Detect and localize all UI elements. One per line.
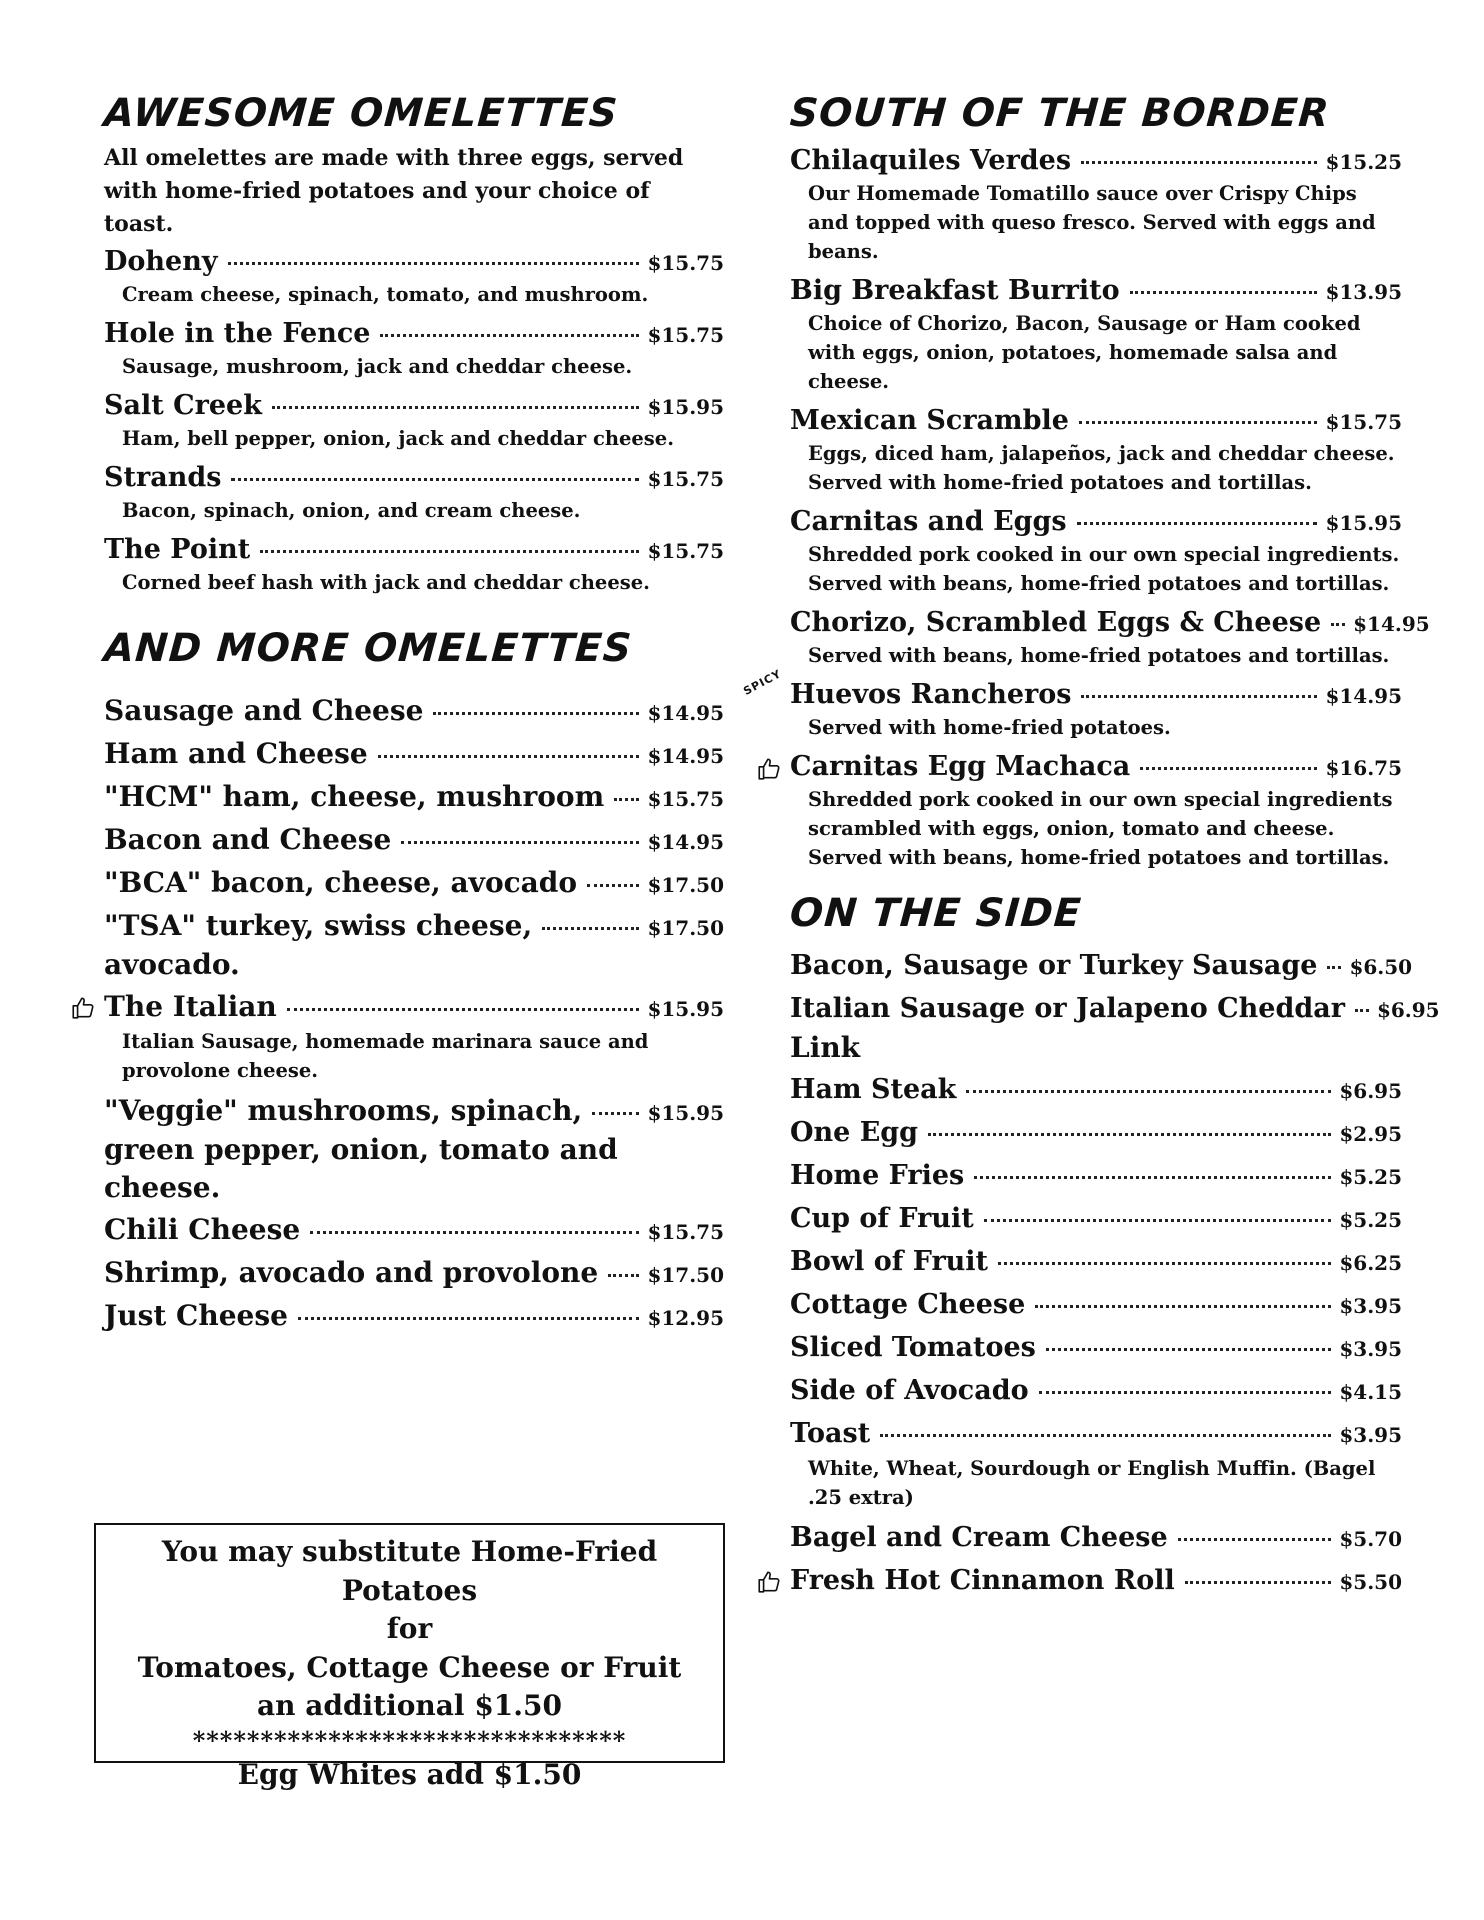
menu-item-price: $15.75 [647, 539, 724, 563]
menu-item-row [790, 676, 1402, 713]
dot-leader [1035, 1305, 1331, 1308]
notice-line-5: Egg Whites add $1.50 [237, 1757, 582, 1791]
menu-item-name: "TSA" turkey, swiss cheese, [104, 909, 533, 942]
menu-item-description: Our Homemade Tomatillo sauce over Crispy Chips and topped with queso fresco. Served with eggs and beans. [808, 182, 1376, 263]
menu-item [104, 1091, 724, 1207]
menu-item-name: Ham and Cheese [104, 737, 368, 770]
menu-item-row [790, 272, 1402, 309]
menu-item-name: Big Breakfast Burrito [790, 275, 1120, 306]
menu-item-name: Chili Cheese [104, 1213, 301, 1246]
right-column [741, 86, 1440, 1604]
menu-item-description: Corned beef hash with jack and cheddar cheese. [122, 571, 650, 594]
menu-item-price: $15.75 [647, 323, 724, 347]
menu-item-name: Bowl of Fruit [790, 1246, 989, 1277]
menu-item-description: Shredded pork cooked in our own special ingredients scrambled with eggs, onion, tomato and cheese. Served with beans, home-fried potatoes and tortillas. [808, 788, 1393, 869]
menu-item-name: Chorizo, Scrambled Eggs & Cheese [790, 607, 1322, 638]
menu-item-price: $12.95 [647, 1306, 724, 1330]
menu-item [104, 1296, 724, 1336]
notice-line-1: You may substitute Home-Fried Potatoes [161, 1535, 658, 1607]
menu-item-row [790, 503, 1402, 540]
dot-leader [974, 1176, 1331, 1179]
menu-item-row [104, 906, 724, 946]
menu-item-price: $15.75 [647, 467, 724, 491]
menu-item [790, 748, 1402, 872]
menu-item [104, 1253, 724, 1293]
omelette-list [104, 243, 724, 597]
menu-item-row [790, 1561, 1402, 1601]
menu-item-price: $2.95 [1339, 1122, 1402, 1146]
awesome-omelettes-heading: AWESOME OMELETTES [102, 91, 620, 136]
menu-item [790, 272, 1402, 396]
menu-item-price: $17.50 [647, 1263, 724, 1287]
thumbs-up-icon [70, 995, 96, 1021]
menu-item-description: Served with beans, home-fried potatoes and tortillas. [808, 644, 1390, 667]
menu-item-name: "Veggie" mushrooms, spinach, [104, 1094, 583, 1127]
menu-item-name: Sausage and Cheese [104, 694, 424, 727]
menu-item-price: $14.95 [1325, 684, 1402, 708]
spicy-tag: SPICY [741, 667, 784, 698]
dot-leader [1130, 291, 1318, 294]
menu-item-price: $3.95 [1339, 1423, 1402, 1447]
menu-item-price: $3.95 [1339, 1337, 1402, 1361]
dot-leader [228, 262, 640, 265]
menu-item-row [790, 604, 1430, 641]
menu-item-name-continued: green pepper, onion, tomato and cheese. [104, 1133, 618, 1204]
thumbs-up-icon [756, 1569, 782, 1595]
menu-item-price: $3.95 [1339, 1294, 1402, 1318]
dot-leader [401, 841, 639, 844]
dot-leader [592, 1112, 639, 1115]
menu-item-row [790, 1156, 1402, 1196]
menu-item-price: $14.95 [647, 830, 724, 854]
menu-item [104, 243, 724, 309]
menu-item-price: $15.95 [1325, 511, 1402, 535]
menu-item [104, 863, 724, 903]
left-column [104, 86, 724, 1339]
notice-line-4: an additional $1.50 [257, 1689, 562, 1722]
dot-leader [984, 1219, 1332, 1222]
menu-item-price: $5.70 [1339, 1527, 1402, 1551]
menu-item [790, 604, 1430, 670]
menu-item [104, 987, 724, 1085]
menu-item-name: Mexican Scramble [790, 405, 1069, 436]
menu-item [790, 1113, 1402, 1153]
dot-leader [1046, 1348, 1332, 1351]
dot-leader [1077, 522, 1318, 525]
dot-leader [587, 884, 639, 887]
menu-item [790, 402, 1402, 497]
menu-item-price: $6.95 [1339, 1079, 1402, 1103]
menu-item-row [104, 1253, 724, 1293]
menu-item [104, 906, 724, 984]
menu-item-name: Bagel and Cream Cheese [790, 1522, 1168, 1553]
menu-item-row [104, 987, 724, 1027]
dot-leader [1178, 1538, 1332, 1541]
menu-item-name-continued: avocado. [104, 948, 240, 981]
dot-leader [1079, 421, 1318, 424]
menu-item-row [790, 1285, 1402, 1325]
menu-item-name: The Point [104, 534, 251, 565]
dot-leader [966, 1090, 1331, 1093]
menu-item-row [790, 402, 1402, 439]
menu-item-price: $15.75 [647, 787, 724, 811]
menu-item [104, 315, 724, 381]
dot-leader [880, 1434, 1331, 1437]
more-omelettes-list [104, 691, 724, 1336]
menu-item [104, 531, 724, 597]
substitution-notice [94, 1523, 725, 1791]
menu-item-price: $13.95 [1325, 280, 1402, 304]
dot-leader [231, 478, 639, 481]
dot-leader [1140, 767, 1317, 770]
menu-item-row [790, 1414, 1402, 1454]
menu-item-price: $15.95 [647, 997, 724, 1021]
menu-item-price: $5.50 [1339, 1570, 1402, 1594]
menu-item-price: $15.95 [647, 1101, 724, 1125]
menu-item-price: $17.50 [647, 873, 724, 897]
menu-item-row [790, 748, 1402, 785]
menu-item-name: Salt Creek [104, 390, 262, 421]
menu-item-name: Chilaquiles Verdes [790, 145, 1072, 176]
menu-item-price: $17.50 [647, 916, 724, 940]
menu-item-name: Hole in the Fence [104, 318, 371, 349]
menu-item-row [104, 1296, 724, 1336]
dot-leader [287, 1008, 640, 1011]
menu-item-description: Italian Sausage, homemade marinara sauce and provolone cheese. [122, 1030, 649, 1082]
menu-item-name: Fresh Hot Cinnamon Roll [790, 1565, 1175, 1596]
menu-item [104, 777, 724, 817]
on-the-side-heading: ON THE SIDE [788, 891, 1084, 936]
menu-item-name: Side of Avocado [790, 1375, 1029, 1406]
menu-item-name: Carnitas Egg Machaca [790, 751, 1131, 782]
menu-item [790, 1328, 1402, 1368]
menu-item-price: $5.25 [1339, 1208, 1402, 1232]
menu-item-row [104, 531, 724, 568]
menu-item-name: Huevos Rancheros [790, 679, 1072, 710]
menu-item-price: $15.25 [1325, 150, 1402, 174]
menu-item-description: Served with home-fried potatoes. [808, 716, 1171, 739]
notice-divider: ******************************** [192, 1725, 627, 1755]
south-of-border-heading: SOUTH OF THE BORDER [788, 91, 1332, 136]
menu-item-row [104, 387, 724, 424]
menu-item-row [104, 820, 724, 860]
menu-item-row [790, 989, 1440, 1029]
south-of-border-list [741, 142, 1430, 872]
menu-item [790, 503, 1402, 598]
dot-leader [1185, 1581, 1332, 1584]
menu-item [104, 1210, 724, 1250]
menu-item [790, 1518, 1402, 1558]
menu-item [790, 1070, 1402, 1110]
menu-item-description: White, Wheat, Sourdough or English Muffin. (Bagel .25 extra) [808, 1457, 1376, 1509]
menu-item-name: Just Cheese [104, 1299, 288, 1332]
dot-leader [1039, 1391, 1332, 1394]
menu-item-description: Ham, bell pepper, onion, jack and cheddar cheese. [122, 427, 674, 450]
dot-leader [378, 755, 640, 758]
menu-item-name: Toast [790, 1418, 871, 1449]
menu-item-row [104, 1210, 724, 1250]
menu-item [790, 946, 1413, 986]
menu-item [790, 1156, 1402, 1196]
menu-item-row [790, 142, 1402, 179]
menu-item-name: One Egg [790, 1117, 919, 1148]
menu-item [790, 1285, 1402, 1325]
dot-leader [260, 550, 639, 553]
menu-item-name: "BCA" bacon, cheese, avocado [104, 866, 578, 899]
on-the-side-list [790, 946, 1440, 1601]
menu-item [790, 989, 1440, 1067]
menu-item-description: Eggs, diced ham, jalapeños, jack and cheddar cheese. Served with home-fried potatoes and tortillas. [808, 442, 1395, 494]
menu-item [104, 734, 724, 774]
menu-item [790, 142, 1402, 266]
menu-item-description: Sausage, mushroom, jack and cheddar cheese. [122, 355, 633, 378]
menu-item-name: Cottage Cheese [790, 1289, 1026, 1320]
menu-item-row [790, 1113, 1402, 1153]
menu-item-row [104, 243, 724, 280]
menu-item-price: $15.75 [647, 251, 724, 275]
dot-leader [380, 334, 639, 337]
dot-leader [608, 1274, 639, 1277]
menu-item-description: Shredded pork cooked in our own special ingredients. Served with beans, home-fried potatoes and tortillas. [808, 543, 1400, 595]
menu-item-name: Sliced Tomatoes [790, 1332, 1036, 1363]
menu-item [790, 1199, 1402, 1239]
menu-item [104, 387, 724, 453]
menu-item-price: $6.50 [1349, 955, 1413, 979]
dot-leader [433, 712, 639, 715]
menu-item [104, 691, 724, 731]
dot-leader [928, 1133, 1331, 1136]
dot-leader [310, 1231, 639, 1234]
menu-item-name: Doheny [104, 246, 218, 277]
menu-item-description: Cream cheese, spinach, tomato, and mushroom. [122, 283, 649, 306]
menu-item [790, 1371, 1402, 1411]
menu-item-row [790, 1328, 1402, 1368]
menu-item-row [790, 946, 1413, 986]
menu-item-row [790, 1070, 1402, 1110]
menu-item [741, 667, 1402, 742]
menu-item-name: Shrimp, avocado and provolone [104, 1256, 599, 1289]
menu-item-price: $6.25 [1339, 1251, 1402, 1275]
menu-item-price: $15.75 [1325, 410, 1402, 434]
menu-item-price: $15.95 [647, 395, 724, 419]
menu-item-row [104, 459, 724, 496]
menu-item-row [104, 315, 724, 352]
menu-item-row [104, 1091, 724, 1131]
menu-item-price: $6.95 [1376, 998, 1440, 1022]
menu-item-row [104, 777, 724, 817]
menu-item-price: $4.15 [1339, 1380, 1402, 1404]
more-omelettes-heading: AND MORE OMELETTES [102, 626, 634, 671]
menu-item-name: Home Fries [790, 1160, 965, 1191]
thumbs-up-icon [756, 756, 782, 782]
dot-leader [1331, 623, 1345, 626]
menu-item-price: $14.95 [647, 744, 724, 768]
menu-item-row [790, 1371, 1402, 1411]
notice-line-2: for [386, 1612, 433, 1645]
menu-item-name-continued: Link [790, 1031, 861, 1064]
dot-leader [298, 1317, 640, 1320]
menu-item-name: "HCM" ham, cheese, mushroom [104, 780, 605, 813]
menu-item-price: $14.95 [1353, 612, 1430, 636]
dot-leader [614, 798, 639, 801]
dot-leader [1355, 1009, 1369, 1012]
omelettes-intro: All omelettes are made with three eggs, served with home-fried potatoes and your choice of toast. [104, 145, 684, 237]
menu-item [790, 1561, 1402, 1601]
menu-item-price: $5.25 [1339, 1165, 1402, 1189]
menu-item-price: $16.75 [1325, 756, 1402, 780]
menu-item [790, 1242, 1402, 1282]
menu-item [790, 1414, 1402, 1512]
menu-item-name: Bacon, Sausage or Turkey Sausage [790, 950, 1318, 981]
menu-item-row [104, 734, 724, 774]
menu-item [104, 820, 724, 860]
dot-leader [1081, 695, 1317, 698]
menu-item-row [104, 691, 724, 731]
menu-item-name: Ham Steak [790, 1074, 957, 1105]
dot-leader [998, 1262, 1331, 1265]
menu-item-name: The Italian [104, 990, 277, 1023]
menu-item-name: Bacon and Cheese [104, 823, 392, 856]
menu-item-row [790, 1199, 1402, 1239]
dot-leader [272, 406, 640, 409]
menu-item-price: $14.95 [647, 701, 724, 725]
menu-item-description: Choice of Chorizo, Bacon, Sausage or Ham cooked with eggs, onion, potatoes, homemade salsa and cheese. [808, 312, 1361, 393]
menu-item-name: Cup of Fruit [790, 1203, 974, 1234]
menu-item-description: Bacon, spinach, onion, and cream cheese. [122, 499, 581, 522]
notice-line-3: Tomatoes, Cottage Cheese or Fruit [137, 1650, 682, 1684]
menu-item-price: $15.75 [647, 1220, 724, 1244]
menu-item-name: Italian Sausage or Jalapeno Cheddar [790, 993, 1345, 1024]
menu-item-row [790, 1518, 1402, 1558]
dot-leader [542, 927, 639, 930]
menu-item-name: Carnitas and Eggs [790, 506, 1067, 537]
menu-item-name: Strands [104, 462, 222, 493]
dot-leader [1081, 161, 1317, 164]
menu-item-row [790, 1242, 1402, 1282]
dot-leader [1327, 966, 1341, 969]
menu-item-row [104, 863, 724, 903]
menu-item [104, 459, 724, 525]
